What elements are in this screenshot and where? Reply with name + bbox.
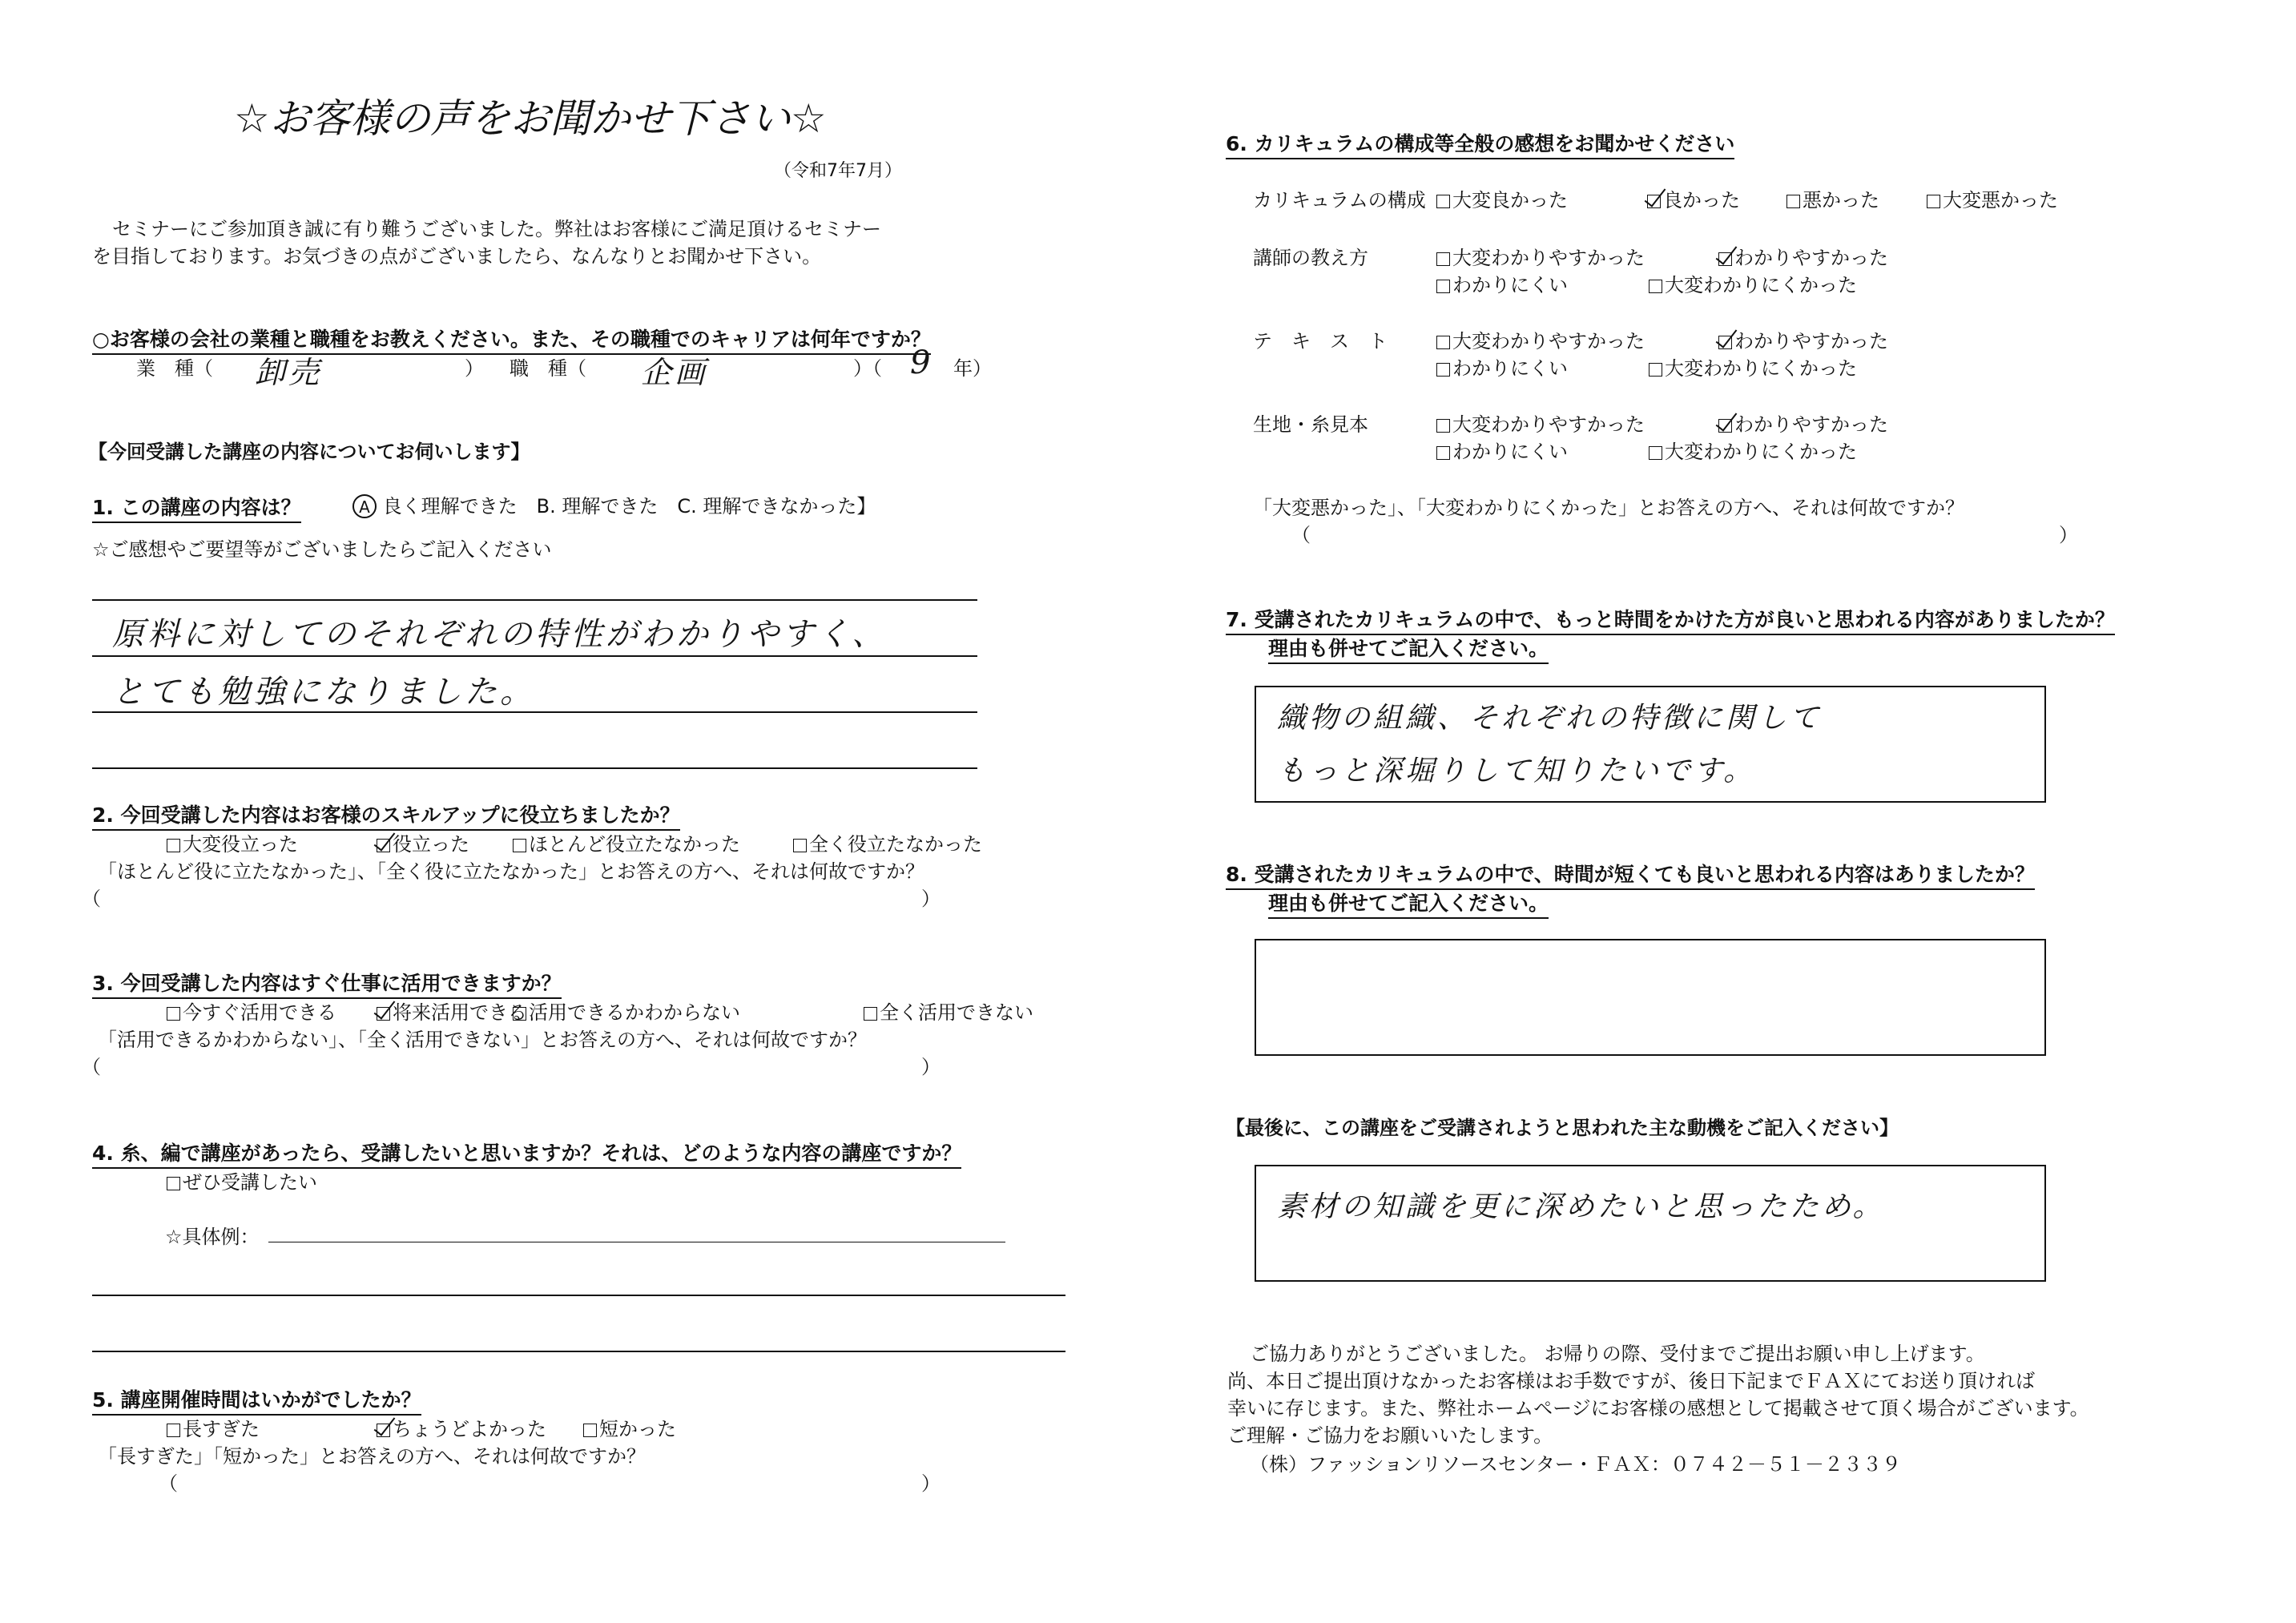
motive-title: 【最後に、この講座をご受講されようと思われた主な動機をご記入ください】 (1226, 1117, 1899, 1139)
q3-checkbox-2[interactable] (513, 1007, 526, 1021)
q7-title: 7. 受講されたカリキュラムの中で、もっと時間をかけた方が良いと思われる内容がありましたか？ (1226, 604, 2115, 635)
q2-option-2-label: ほとんど役立たなかった (529, 833, 740, 856)
q3-option-0[interactable] (167, 997, 336, 1025)
footer-company: （株）ファッションリソースセンター・ＦＡＸ：０７４２－５１－２３３９ (1250, 1453, 1901, 1476)
q6-row-0-option-2-label: 悪かった (1803, 189, 1879, 211)
q6-row-0-option-0[interactable] (1436, 184, 1568, 212)
industry-close: ） (465, 357, 484, 380)
q6-row-2-checkbox-1[interactable] (1718, 336, 1732, 349)
q4-title: 4. 糸、編で講座があったら、受講したいと思いますか？それは、どのような内容の講座ですか？ (92, 1138, 961, 1169)
q2-option-3[interactable] (793, 828, 982, 856)
q6-row-1-option-2[interactable] (1436, 269, 1568, 297)
q6-row-3-checkbox-1[interactable] (1718, 419, 1732, 433)
q6-title: 6. カリキュラムの構成等全般の感想をお聞かせください (1226, 128, 1734, 159)
q8-title: 8. 受講されたカリキュラムの中で、時間が短くても良いと思われる内容はありましたか？ (1226, 859, 2035, 890)
q1-title: 1. この講座の内容は？ (92, 492, 301, 523)
q2-option-1-label: 役立った (393, 833, 469, 856)
q6-row-1-option-0-label: 大変わかりやすかった (1452, 247, 1645, 269)
q2-checkbox-0[interactable] (167, 839, 180, 852)
q1-line-2 (92, 655, 977, 657)
q6-row-1-option-2-label: わかりにくい (1452, 274, 1568, 296)
intro-line-1: セミナーにご参加頂き誠に有り難うございました。弊社はお客様にご満足頂けるセミナー (112, 218, 881, 240)
q3-option-2[interactable] (513, 997, 740, 1025)
q6-row-1-checkbox-2[interactable] (1436, 280, 1450, 293)
q6-row-0-checkbox-1[interactable] (1647, 195, 1661, 208)
footer-line-2: 尚、本日ご提出頂けなかったお客様はお手数ですが、後日下記までＦＡＸにてお送り頂ければ (1227, 1370, 2035, 1392)
q8-subtitle: 理由も併せてご記入ください。 (1268, 888, 1549, 919)
q6-row-3-option-1-label: わかりやすかった (1734, 413, 1888, 436)
job-close: ）（ (853, 357, 882, 380)
q4-line-2 (92, 1351, 1065, 1352)
q4-option-label: ぜひ受講したい (183, 1171, 317, 1194)
q2-option-3-label: 全く役立たなかった (809, 833, 982, 856)
q6-row-0-option-1-label: 良かった (1663, 189, 1740, 211)
q6-follow: 「大変悪かった」、「大変わかりにくかった」とお答えの方へ、それは何故ですか？ (1253, 497, 1964, 519)
q6-paren-open: （ (1291, 524, 1311, 546)
q6-row-3-option-3[interactable] (1649, 436, 1857, 464)
q6-row-3-option-2[interactable] (1436, 436, 1568, 464)
q6-row-1-checkbox-3[interactable] (1649, 280, 1662, 293)
q1-selected-option[interactable]: A (352, 494, 377, 518)
q3-paren-close: ） (921, 1056, 941, 1078)
section-header: 【今回受講した講座の内容についてお伺いします】 (88, 441, 530, 463)
q7-subtitle: 理由も併せてご記入ください。 (1268, 633, 1549, 664)
q6-row-2-option-1[interactable] (1718, 325, 1888, 353)
q2-paren-close: ） (921, 888, 941, 910)
q6-row-2-checkbox-0[interactable] (1436, 336, 1450, 349)
q3-option-2-label: 活用できるかわからない (529, 1001, 740, 1024)
page-title: ☆お客様の声をお聞かせ下さい☆ (234, 95, 827, 142)
job-label: 職 種（ (510, 357, 586, 380)
q6-row-1-option-0[interactable] (1436, 242, 1645, 270)
q5-option-0[interactable] (167, 1413, 260, 1441)
q6-row-3-checkbox-3[interactable] (1649, 446, 1662, 460)
q2-title: 2. 今回受講した内容はお客様のスキルアップに役立ちましたか？ (92, 799, 680, 831)
q3-paren-open: （ (82, 1056, 101, 1078)
q6-row-1-option-3[interactable] (1649, 269, 1857, 297)
q4-checkbox[interactable] (167, 1177, 180, 1190)
q1-line-1 (92, 599, 977, 601)
q6-row-3-label: 生地・糸見本 (1253, 413, 1368, 436)
q6-row-0-option-3[interactable] (1927, 184, 2058, 212)
q5-checkbox-1[interactable] (377, 1424, 390, 1437)
q6-row-2-option-0-label: 大変わかりやすかった (1452, 330, 1645, 352)
q6-row-3-checkbox-0[interactable] (1436, 419, 1450, 433)
q5-paren-close: ） (921, 1472, 941, 1495)
q1-options (352, 490, 876, 518)
q5-checkbox-0[interactable] (167, 1424, 180, 1437)
q6-row-2-option-3[interactable] (1649, 352, 1857, 381)
q5-option-0-label: 長すぎた (183, 1418, 260, 1440)
q3-option-1[interactable] (377, 997, 527, 1025)
q3-option-0-label: 今すぐ活用できる (183, 1001, 336, 1024)
q6-row-2-option-3-label: 大変わかりにくかった (1665, 357, 1857, 380)
q3-checkbox-1[interactable] (377, 1007, 390, 1021)
q6-row-3-option-0-label: 大変わかりやすかった (1452, 413, 1645, 436)
job-value[interactable]: 企画 (641, 355, 709, 390)
q3-option-3[interactable] (864, 997, 1033, 1025)
years-suffix: 年） (953, 357, 992, 380)
footer-line-1: ご協力ありがとうございました。 お帰りの際、受付までご提出お願い申し上げます。 (1250, 1343, 1985, 1365)
q2-option-2[interactable] (513, 828, 740, 856)
q2-paren-open: （ (82, 888, 101, 910)
q6-row-0-option-0-label: 大変良かった (1452, 189, 1568, 211)
q3-checkbox-0[interactable] (167, 1007, 180, 1021)
q3-title: 3. 今回受講した内容はすぐ仕事に活用できますか？ (92, 968, 562, 999)
q7-answer-line-2: もっと深堀りして知りたいです。 (1277, 755, 1756, 787)
q6-row-2-checkbox-3[interactable] (1649, 363, 1662, 377)
q4-option[interactable] (167, 1166, 317, 1194)
form-date: （令和7年7月） (774, 161, 902, 181)
q5-option-2-label: 短かった (599, 1418, 676, 1440)
q1-options-text: 良く理解できた B. 理解できた C. 理解できなかった】 (382, 495, 876, 518)
q6-paren-close: ） (2059, 524, 2078, 546)
q8-answer-box[interactable] (1255, 939, 2046, 1056)
q6-row-1-option-3-label: 大変わかりにくかった (1665, 274, 1857, 296)
q5-paren-open: （ (159, 1472, 178, 1495)
q2-checkbox-3[interactable] (793, 839, 807, 852)
company-question: ○お客様の会社の業種と職種をお教えください。また、その職種でのキャリアは何年ですか？ (92, 324, 931, 355)
q5-option-1-label: ちょうどよかった (393, 1418, 546, 1440)
q6-row-0-label: カリキュラムの構成 (1253, 189, 1426, 211)
motive-answer: 素材の知識を更に深めたいと思ったため。 (1277, 1190, 1885, 1223)
q3-option-3-label: 全く活用できない (880, 1001, 1033, 1024)
q5-checkbox-2[interactable] (583, 1424, 597, 1437)
industry-label: 業 種（ (136, 357, 213, 380)
q6-row-2-checkbox-2[interactable] (1436, 363, 1450, 377)
q6-row-2-option-2[interactable] (1436, 352, 1568, 381)
q6-row-0-option-1[interactable] (1647, 184, 1740, 212)
footer-line-3: 幸いに存じます。また、弊社ホームページにお客様の感想として掲載させて頂く場合がございます。 (1227, 1397, 2089, 1420)
q3-checkbox-3[interactable] (864, 1007, 877, 1021)
years-value[interactable]: 9 (910, 344, 934, 381)
industry-value[interactable]: 卸売 (255, 355, 323, 390)
q7-answer-line-1: 織物の組織、それぞれの特徴に関して (1277, 702, 1823, 735)
q3-option-1-label: 将来活用できる (393, 1001, 527, 1024)
q6-row-1-option-1-label: わかりやすかった (1734, 247, 1888, 269)
q2-option-0-label: 大変役立った (183, 833, 298, 856)
q5-title: 5. 講座開催時間はいかがでしたか？ (92, 1384, 421, 1416)
intro-line-2: を目指しております。お気づきの点がございましたら、なんなりとお聞かせ下さい。 (92, 245, 822, 268)
q6-row-1-checkbox-0[interactable] (1436, 252, 1450, 266)
q1-comment-prompt: ☆ご感想やご要望等がございましたらご記入ください (92, 538, 552, 561)
q6-row-2-option-0[interactable] (1436, 325, 1645, 353)
q1-line-3 (92, 711, 977, 713)
q1-answer-line-2[interactable]: とても勉強になりました。 (112, 674, 535, 711)
q1-answer-line-1[interactable]: 原料に対してのそれぞれの特性がわかりやすく、 (112, 616, 888, 653)
q1-line-4 (92, 767, 977, 769)
q6-row-0-option-3-label: 大変悪かった (1943, 189, 2058, 211)
q2-follow: 「ほとんど役に立たなかった」、「全く役に立たなかった」とお答えの方へ、それは何故ですか？ (98, 860, 924, 883)
q6-row-0-checkbox-3[interactable] (1927, 195, 1940, 208)
q6-row-2-label: テ キ ス ト (1253, 330, 1388, 352)
q2-option-1[interactable] (377, 828, 469, 856)
q2-checkbox-1[interactable] (377, 839, 390, 852)
q6-row-3-option-1[interactable] (1718, 409, 1888, 437)
q6-row-0-option-2[interactable] (1786, 184, 1879, 212)
q6-row-1-checkbox-1[interactable] (1718, 252, 1732, 266)
q4-line-1 (92, 1295, 1065, 1296)
q6-row-0-checkbox-0[interactable] (1436, 195, 1450, 208)
q6-row-2-option-1-label: わかりやすかった (1734, 330, 1888, 352)
q6-row-2-option-2-label: わかりにくい (1452, 357, 1568, 380)
q6-row-3-option-3-label: 大変わかりにくかった (1665, 441, 1857, 463)
q6-row-0-checkbox-2[interactable] (1786, 195, 1800, 208)
q5-option-1[interactable] (377, 1413, 546, 1441)
q6-row-1-option-1[interactable] (1718, 242, 1888, 270)
q5-option-2[interactable] (583, 1413, 676, 1441)
q2-checkbox-2[interactable] (513, 839, 526, 852)
q6-row-1-label: 講師の教え方 (1253, 247, 1368, 269)
q3-follow: 「活用できるかわからない」、「全く活用できない」とお答えの方へ、それは何故ですか？ (98, 1029, 867, 1051)
q2-option-0[interactable] (167, 828, 298, 856)
q4-example-label: ☆具体例： (165, 1226, 260, 1248)
q7-answer-box[interactable] (1255, 686, 2046, 803)
motive-answer-box[interactable] (1255, 1165, 2046, 1282)
footer-line-4: ご理解・ご協力をお願いいたします。 (1227, 1424, 1553, 1447)
q6-row-3-option-2-label: わかりにくい (1452, 441, 1568, 463)
q6-row-3-option-0[interactable] (1436, 409, 1645, 437)
q5-follow: 「長すぎた」「短かった」とお答えの方へ、それは何故ですか？ (98, 1445, 646, 1468)
q6-row-3-checkbox-2[interactable] (1436, 446, 1450, 460)
